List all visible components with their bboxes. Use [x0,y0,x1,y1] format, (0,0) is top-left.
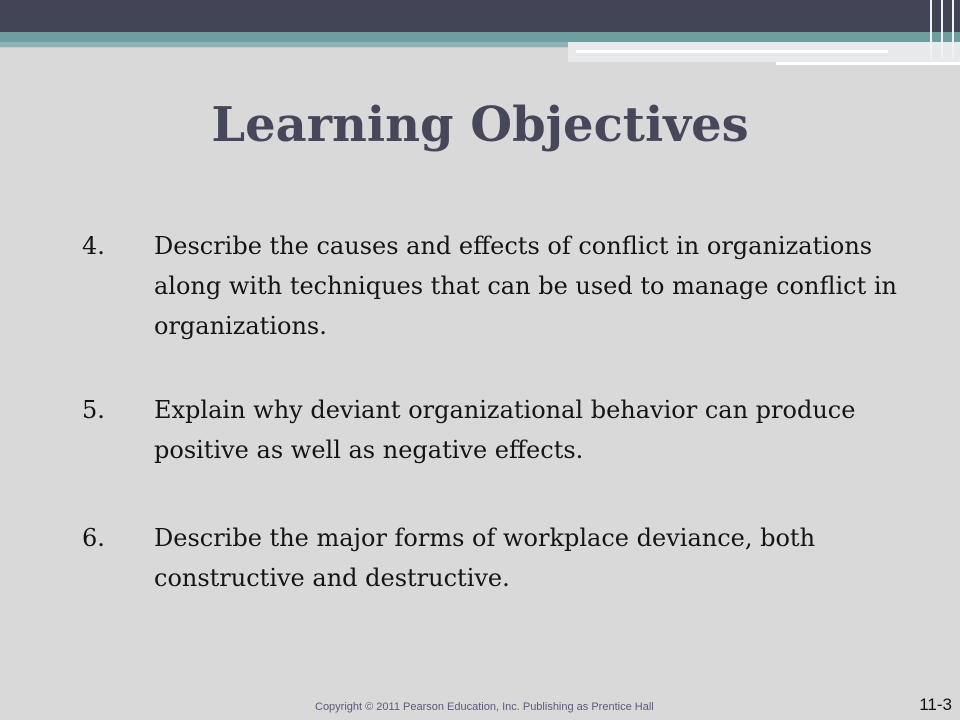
slide-title: Learning Objectives [211,97,749,153]
header-white-line-lower [776,62,960,65]
objective-text: Describe the causes and effects of conflict in organizations along with techniques that can be used to manage conflict in organizations. [154,232,897,340]
objective-number: 6. [82,524,105,552]
header-teal-band [0,32,960,42]
header-white-line [576,50,888,53]
header-dark-band [0,0,960,32]
objective-text: Explain why deviant organizational behavior can produce positive as well as negative effects. [154,396,856,464]
objective-item-6 [82,518,912,598]
copyright-notice: Copyright © 2011 Pearson Education, Inc. Publishing as Prentice Hall [315,701,654,713]
objective-number: 4. [82,232,105,260]
objective-text: Describe the major forms of workplace deviance, both constructive and destructive. [154,524,816,592]
corner-line [941,0,943,58]
header-accent-bar [0,42,568,47]
objective-number: 5. [82,396,105,424]
corner-line [930,0,932,58]
objective-item-4 [82,226,912,346]
corner-decoration [930,0,954,58]
slide-number: 11-3 [919,695,952,714]
objective-item-5 [82,390,912,470]
corner-line [952,0,954,58]
